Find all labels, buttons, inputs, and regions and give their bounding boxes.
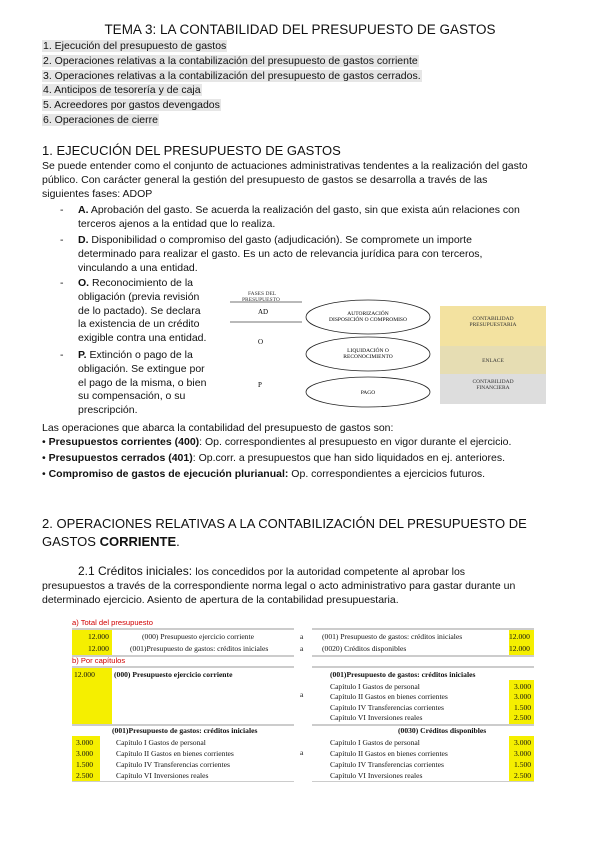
toc-item: 3. Operaciones relativas a la contabilización del presupuesto de gastos cerrados. bbox=[43, 69, 421, 82]
diagram-header: FASES DEL PRESUPUESTO bbox=[242, 291, 280, 303]
table-row: 12.000 bbox=[74, 670, 95, 679]
initial-credits-paragraph: 2.1 Créditos iniciales: los concedidos por la autoridad competente al aprobar los presupuestos a través de la correspondiente norma legal o acto administrativo para gastar durante un determinado ejercicio. Asiento de apertura de la contabilidad presupuestaria. bbox=[42, 564, 516, 606]
table-row: 12.000 bbox=[88, 644, 109, 653]
bullet-multiyear: • Compromiso de gastos de ejecución plurianual: Op. correspondientes a ejercicios futuros. bbox=[42, 468, 486, 480]
toc-item: 1. Ejecución del presupuesto de gastos bbox=[43, 40, 227, 52]
toc-item: 4. Anticipos de tesorería y de caja bbox=[43, 84, 201, 97]
svg-text:LIQUIDACIÓN ORECONOCIMIENTO: LIQUIDACIÓN O RECONOCIMIENTO bbox=[343, 348, 393, 360]
toc-item: 2. Operaciones relativas a la contabilización del presupuesto de gastos corriente bbox=[43, 54, 418, 67]
table-row: 12.000 bbox=[88, 632, 109, 641]
phase-p-label: P bbox=[258, 381, 262, 389]
total-budget-label: a) Total del presupuesto bbox=[72, 618, 153, 627]
phase-o-item: - O. Reconocimiento de la obligación (previa revisión de lo pactado). Se declara la existencia de un crédito exigible contra una entidad. bbox=[60, 277, 207, 345]
table-row: 3.000 bbox=[76, 749, 94, 758]
section-1-intro: Se puede entender como el conjunto de actuaciones administrativas tendentes a la realización del gasto público. Con carácter general la gestión del presupuesto de gastos se desarrolla a través de las siguientes fases: ADOP bbox=[42, 160, 528, 200]
toc-item: 6. Operaciones de cierre bbox=[43, 113, 158, 126]
bullet-current-budgets: • Presupuestos corrientes (400): Op. correspondientes al presupuesto en vigor durante el ejercicio. bbox=[42, 436, 512, 448]
payment-label: PAGO bbox=[360, 390, 376, 396]
bullet-closed-budgets: • Presupuestos cerrados (401): Op.corr. a presupuestos que han sido liquidados en ej. anteriores. bbox=[42, 452, 506, 464]
operations-intro: Las operaciones que abarca la contabilidad del presupuesto de gastos son: bbox=[42, 422, 394, 434]
svg-text:CONTABILIDADPRESUPUESTARIA: CONTABILIDAD PRESUPUESTARIA bbox=[469, 316, 517, 328]
table-of-contents bbox=[42, 39, 562, 128]
by-chapter-label: b) Por capítulos bbox=[72, 656, 126, 665]
phase-d-item: - D. Disponibilidad o compromiso del gasto (adjudicación). Se compromete un importe determinado para realizar el gasto. Es un acto de relevancia jurídica para con terceros, vinculando a una entidad. bbox=[60, 234, 483, 274]
page-title: TEMA 3: LA CONTABILIDAD DEL PRESUPUESTO DE GASTOS bbox=[104, 22, 496, 37]
svg-text:AUTORIZACIÓNDISPOSICIÓN O COMP: AUTORIZACIÓN DISPOSICIÓN O COMPROMISO bbox=[329, 311, 407, 323]
phases-diagram-svg bbox=[230, 288, 546, 418]
table-row: 3.000 bbox=[76, 738, 94, 747]
adop-phases-diagram bbox=[230, 288, 546, 418]
phase-ad-label: AD bbox=[258, 308, 269, 316]
phase-o-label: O bbox=[258, 338, 264, 346]
section-2-heading: 2. OPERACIONES RELATIVAS A LA CONTABILIZACIÓN DEL PRESUPUESTO DE GASTOS CORRIENTE. bbox=[42, 516, 527, 549]
opening-entry-table: a) Total del presupuesto 12.000 (000) Presupuesto ejercicio corriente a (001) Presupuesto de gastos: créditos iniciales 12.000 12.000 (001)Presupuesto de gastos: créditos iniciales a (0020) Créditos disponibles 12.000 b) Por capítulos 12.000 (000) Presupuesto ejercicio corriente a (001)Presupuesto de gastos: créditos iniciales Capítulo I Gastos de personal 3.000 Capítulo II Gastos en bienes corrientes 3.000 Capítulo IV Transferencias corrientes 1.500 Capítulo VI Inversiones reales 2.500 (001)Presupuesto de gastos: créditos iniciales (0030) Créditos disponibles a 3.000 Capítulo I Gastos de personal Capítulo I Gastos de personal 3.000 3.000 Capítulo II Gastos en bienes corrientes Capítulo II Gastos en bienes corrientes 3.000 1.500 Capítulo IV Transferencias corrientes Capítulo IV Transferencias corrientes 1.500 2.500 Capítulo VI Inversiones reales Capítulo VI Inversiones reales 2.500 bbox=[72, 618, 534, 782]
subsection-heading: 2.1 Créditos iniciales: bbox=[78, 564, 196, 578]
toc-item: 5. Acreedores por gastos devengados bbox=[43, 99, 220, 112]
svg-text:CONTABILIDADFINANCIERA: CONTABILIDAD FINANCIERA bbox=[472, 379, 514, 391]
phase-p-item: - P. Extinción o pago de la obligación. Se extingue por el pago de la misma, o bien su compensación, o su prescripción. bbox=[60, 349, 207, 417]
table-row: 2.500 bbox=[76, 771, 94, 780]
table-row: 1.500 bbox=[76, 760, 94, 769]
phase-a-item: - A. Aprobación del gasto. Se acuerda la realización del gasto, sin que exista aún relaciones con terceros ajenos a la entidad que lo realiza. bbox=[60, 204, 520, 230]
svg-text:ENLACE: ENLACE bbox=[482, 358, 504, 364]
section-1-heading: 1. EJECUCIÓN DEL PRESUPUESTO DE GASTOS bbox=[42, 143, 341, 158]
